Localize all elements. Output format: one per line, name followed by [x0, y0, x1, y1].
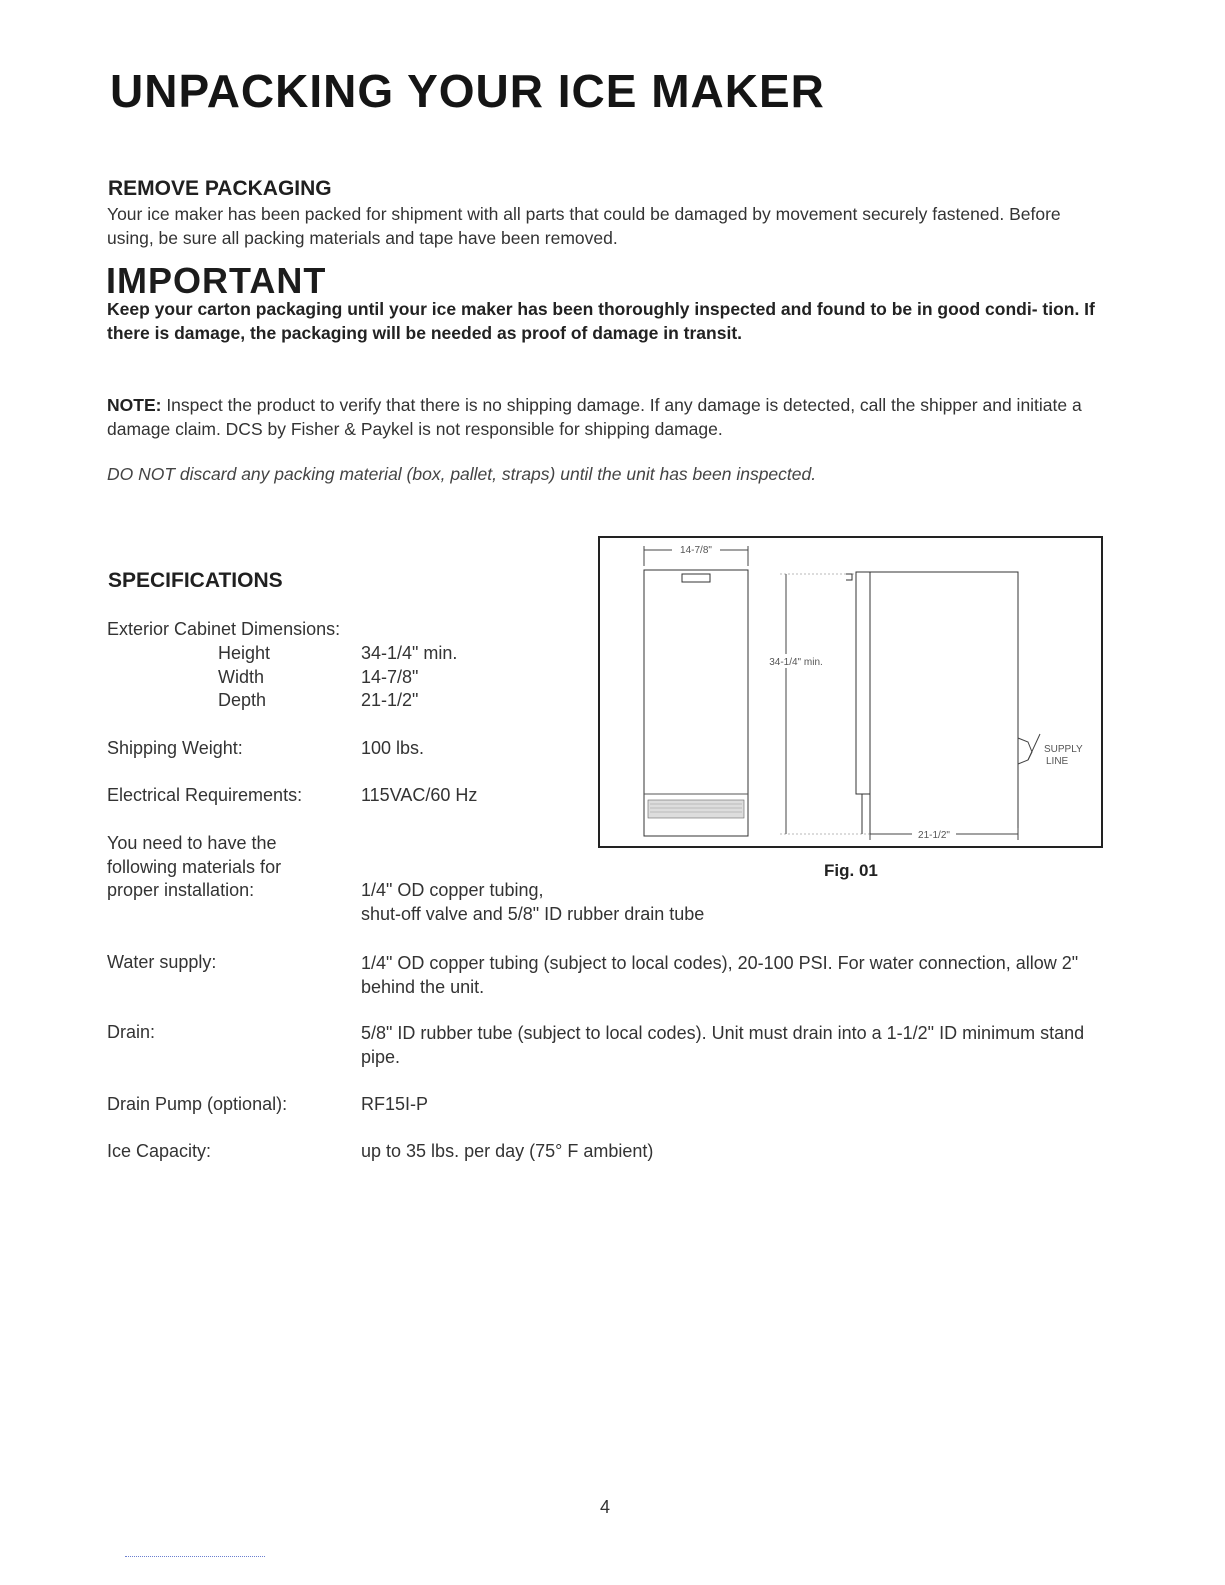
note-text: Inspect the product to verify that there is no shipping damage. If any damage is detected, call the shipper and initiate a damage claim. DCS by Fisher & Paykel is not responsible for shipping damage. [107, 395, 1082, 439]
front-view-cabinet [644, 570, 748, 836]
drain-label: Drain: [107, 1022, 156, 1042]
ice-maker-diagram [600, 538, 1105, 850]
materials-label-line-1: You need to have the [107, 833, 277, 853]
shipping-weight-label: Shipping Weight: [107, 738, 243, 758]
depth-label: Depth [218, 690, 267, 710]
ice-capacity-label: Ice Capacity: [107, 1141, 212, 1161]
materials-value-line-1: 1/4" OD copper tubing, [361, 880, 544, 900]
page-number: 4 [600, 1497, 611, 1517]
depth-value: 21-1/2" [361, 690, 419, 710]
drain-pump-value: RF15I-P [361, 1094, 429, 1114]
ice-capacity-value: up to 35 lbs. per day (75° F ambient) [361, 1141, 654, 1161]
drain-value: 5/8" ID rubber tube (subject to local codes). Unit must drain into a 1-1/2" ID minimum stand pipe. [361, 1023, 1085, 1067]
specifications-heading: SPECIFICATIONS [108, 569, 283, 592]
note-paragraph [107, 393, 1107, 441]
electrical-label: Electrical Requirements: [107, 785, 303, 805]
materials-label-line-3: proper installation: [107, 880, 255, 900]
side-view-door [856, 572, 870, 794]
materials-label-line-2: following materials for [107, 857, 282, 877]
side-view-cabinet [870, 572, 1018, 834]
important-text: Keep your carton packaging until your ice maker has been thoroughly inspected and found to be in good condi- tion. If there is damage, the packaging will be needed as proof of damage in transit. [107, 299, 1095, 343]
page-title: UNPACKING YOUR ICE MAKER [110, 65, 825, 117]
figure-caption: Fig. 01 [824, 861, 878, 880]
shipping-weight-value: 100 lbs. [361, 738, 425, 758]
remove-packaging-heading: REMOVE PACKAGING [108, 177, 332, 200]
supply-line-label-1: SUPPLY [1044, 744, 1083, 755]
width-label: Width [218, 667, 265, 687]
remove-packaging-text: Your ice maker has been packed for shipment with all parts that could be damaged by movement securely fastened. Before using, be sure all packing materials and tape have been removed. [107, 204, 1061, 248]
height-value: 34-1/4" min. [361, 643, 458, 663]
important-heading: IMPORTANT [106, 260, 327, 301]
footer-divider [125, 1556, 265, 1557]
width-value: 14-7/8" [361, 667, 419, 687]
front-view-grille [648, 800, 744, 818]
note-label: NOTE: [107, 395, 162, 415]
depth-dimension-label: 21-1/2" [918, 830, 950, 841]
width-dimension-label: 14-7/8" [680, 545, 712, 556]
ice-maker-dimension-figure [598, 536, 1103, 848]
drain-pump-label: Drain Pump (optional): [107, 1094, 288, 1114]
height-dimension-label: 34-1/4" min. [769, 657, 823, 668]
front-view-handle [682, 574, 710, 582]
height-label: Height [218, 643, 271, 663]
electrical-value: 115VAC/60 Hz [361, 785, 478, 805]
materials-value-line-2: shut-off valve and 5/8" ID rubber drain tube [361, 904, 705, 924]
do-not-discard-text: DO NOT discard any packing material (box, pallet, straps) until the unit has been inspected. [107, 464, 817, 484]
exterior-dimensions-label: Exterior Cabinet Dimensions: [107, 619, 341, 639]
water-supply-label: Water supply: [107, 952, 217, 972]
supply-line-label-2: LINE [1046, 756, 1069, 767]
water-supply-value: 1/4" OD copper tubing (subject to local codes), 20-100 PSI. For water connection, allow 2" behind the unit. [361, 953, 1079, 997]
